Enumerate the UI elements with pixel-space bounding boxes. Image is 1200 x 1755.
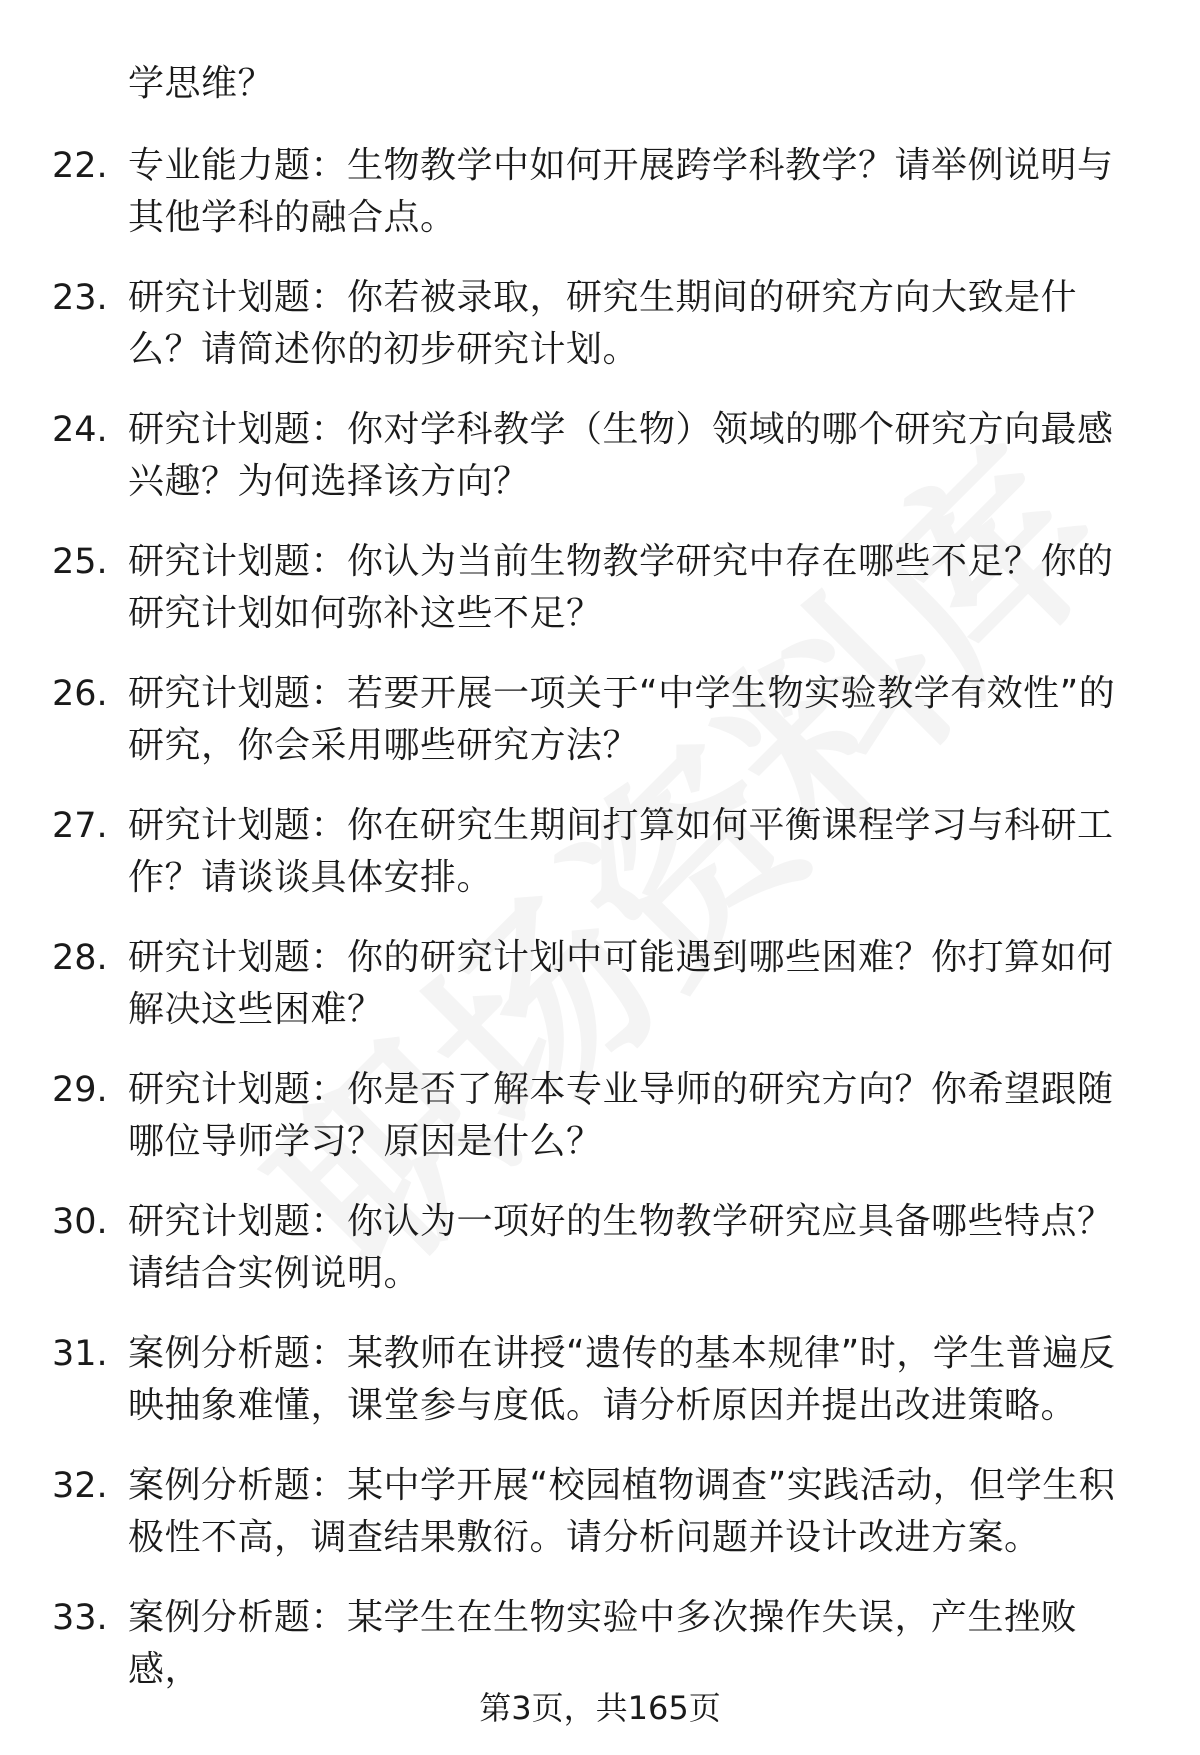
question-text: 研究计划题：你若被录取，研究生期间的研究方向大致是什么？请简述你的初步研究计划。 — [128, 277, 1078, 370]
question-list — [0, 140, 1200, 1724]
question-item — [0, 536, 1200, 668]
question-number: 31. — [52, 1334, 108, 1374]
question-item — [0, 140, 1200, 272]
question-item — [0, 1328, 1200, 1460]
question-number: 26. — [52, 674, 108, 714]
question-text: 案例分析题：某学生在生物实验中多次操作失误，产生挫败感， — [128, 1597, 1078, 1690]
question-text: 研究计划题：你在研究生期间打算如何平衡课程学习与科研工作？请谈谈具体安排。 — [128, 805, 1114, 898]
question-item — [0, 668, 1200, 800]
question-number: 22. — [52, 146, 108, 186]
question-text: 研究计划题：你是否了解本专业导师的研究方向？你希望跟随哪位导师学习？原因是什么？ — [128, 1069, 1114, 1162]
question-text: 研究计划题：你认为当前生物教学研究中存在哪些不足？你的研究计划如何弥补这些不足？ — [128, 541, 1114, 634]
question-number: 27. — [52, 806, 108, 846]
question-text: 专业能力题：生物教学中如何开展跨学科教学？请举例说明与其他学科的融合点。 — [128, 145, 1114, 238]
question-text: 案例分析题：某中学开展“校园植物调查”实践活动，但学生积极性不高，调查结果敷衍。请分析问题并设计改进方案。 — [128, 1465, 1116, 1558]
question-number: 24. — [52, 410, 108, 450]
question-item — [0, 1460, 1200, 1592]
question-item — [0, 800, 1200, 932]
question-text: 研究计划题：你的研究计划中可能遇到哪些困难？你打算如何解决这些困难？ — [128, 937, 1114, 1030]
question-item — [0, 272, 1200, 404]
question-number: 28. — [52, 938, 108, 978]
question-number: 30. — [52, 1202, 108, 1242]
question-item — [0, 932, 1200, 1064]
question-number: 32. — [52, 1466, 108, 1506]
question-text: 研究计划题：若要开展一项关于“中学生物实验教学有效性”的研究，你会采用哪些研究方法？ — [128, 673, 1116, 766]
question-number: 23. — [52, 278, 108, 318]
question-text: 研究计划题：你认为一项好的生物教学研究应具备哪些特点？请结合实例说明。 — [128, 1201, 1114, 1294]
question-item — [0, 1064, 1200, 1196]
question-number: 29. — [52, 1070, 108, 1110]
continued-text: 学思维？ — [128, 63, 275, 104]
question-item — [0, 1196, 1200, 1328]
question-item — [0, 404, 1200, 536]
page-footer: 第3页，共165页 — [479, 1689, 721, 1727]
question-number: 25. — [52, 542, 108, 582]
question-number: 33. — [52, 1598, 108, 1638]
question-text: 案例分析题：某教师在讲授“遗传的基本规律”时，学生普遍反映抽象难懂，课堂参与度低。请分析原因并提出改进策略。 — [128, 1333, 1116, 1426]
question-text: 研究计划题：你对学科教学（生物）领域的哪个研究方向最感兴趣？为何选择该方向？ — [128, 409, 1114, 502]
